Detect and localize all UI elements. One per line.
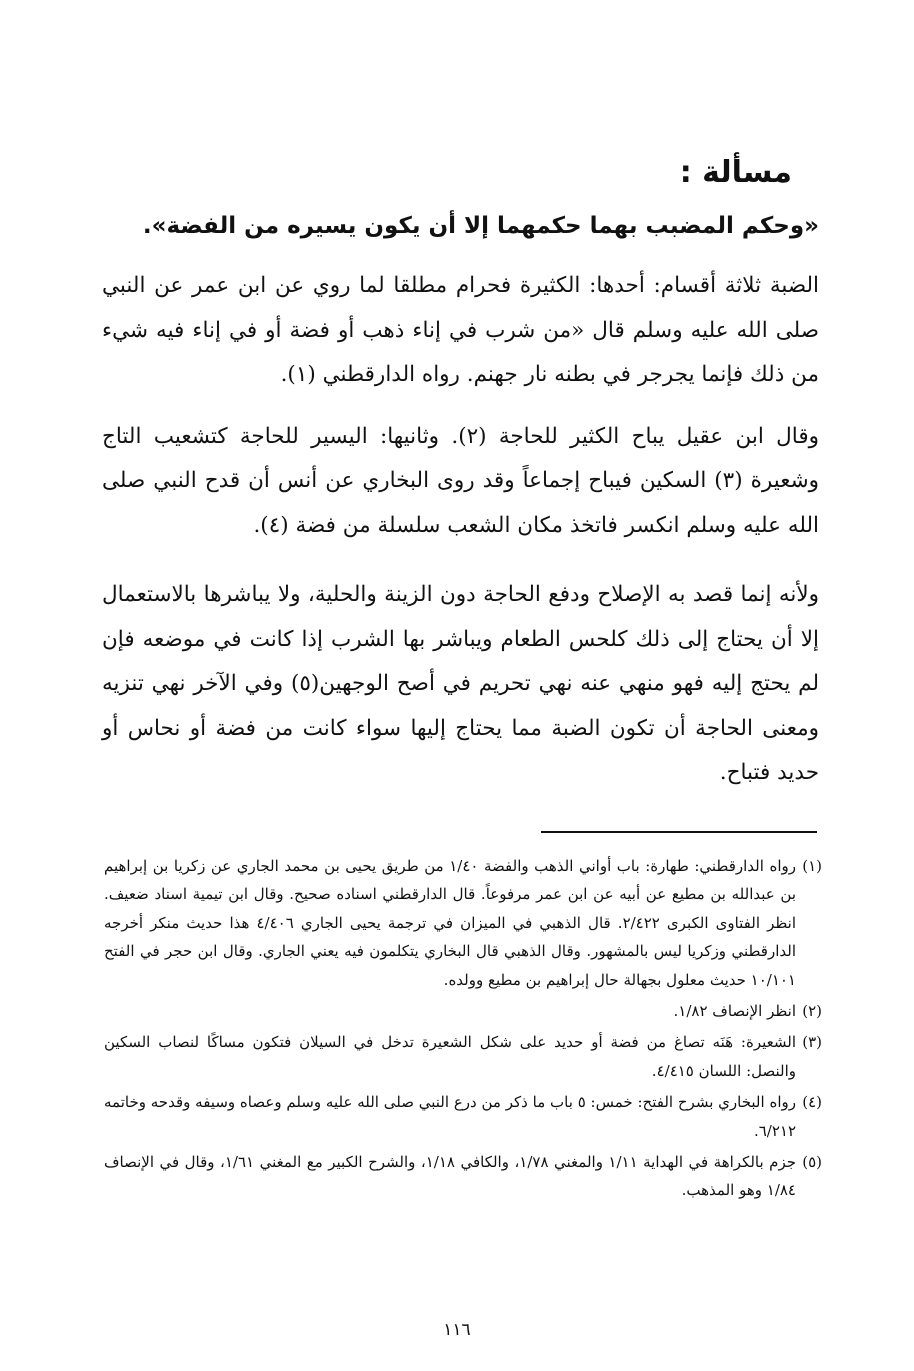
main-body bbox=[102, 264, 819, 808]
body-paragraph: وقال ابن عقيل يباح الكثير للحاجة (٢). وثانيها: اليسير للحاجة كتشعيب التاج وشعيرة (٣) السكين فيباح إجماعاً وقد روى البخاري عن أنس أن قدح النبي صلى الله عليه وسلم انكسر فاتخذ مكان الشعب سلسلة من فضة (٤). bbox=[102, 423, 819, 538]
footnotes bbox=[104, 852, 822, 1208]
footnote bbox=[104, 997, 822, 1025]
footnote bbox=[104, 1088, 822, 1145]
page-number: ١١٦ bbox=[443, 1320, 471, 1340]
footnote-number: (٢) bbox=[802, 1002, 822, 1021]
body-paragraph: الضبة ثلاثة أقسام: أحدها: الكثيرة فحرام مطلقا لما روي عن ابن عمر عن النبي صلى الله عليه وسلم قال «من شرب في إناء ذهب أو فضة أو في إناء فيه شيء من ذلك فإنما يجرجر في بطنه نار جهنم. رواه الدارقطني (١). bbox=[102, 273, 819, 387]
footnote bbox=[104, 1148, 822, 1205]
footnote-number: (٤) bbox=[802, 1093, 822, 1112]
footnote-number: (٥) bbox=[802, 1153, 822, 1172]
section-heading: مسألة : bbox=[679, 155, 792, 190]
footnote-text: جزم بالكراهة في الهداية ١/١١ والمغني ١/٧٨، والكافي ١/١٨، والشرح الكبير مع المغني ١/٦١، وقال في الإنصاف ١/٨٤ وهو المذهب. bbox=[104, 1153, 796, 1200]
footnote bbox=[104, 852, 822, 994]
footnote-number: (١) bbox=[802, 857, 822, 875]
footnote-text: رواه البخاري بشرح الفتح: خمس: ٥ باب ما ذكر من درع النبي صلى الله عليه وسلم وعصاه وسيفه وقدحه وخاتمه ٦/٢١٢. bbox=[104, 1093, 796, 1140]
footnote bbox=[104, 1028, 822, 1085]
footnote-text: انظر الإنصاف ١/٨٢. bbox=[673, 1002, 796, 1021]
footnote-separator bbox=[541, 831, 817, 833]
quoted-text: «وحكم المضبب بهما حكمهما إلا أن يكون يسيره من الفضة». bbox=[142, 213, 819, 239]
body-paragraph: ولأنه إنما قصد به الإصلاح ودفع الحاجة دون الزينة والحلية، ولا يباشرها بالاستعمال إلا أن يحتاج إلى ذلك كلحس الطعام ويباشر بها الشرب إذا كانت في موضعه فإن لم يحتج إليه فهو منهي عنه نهي تحريم في أصح الوجهين(٥) وفي الآخر نهي تنزيه ومعنى الحاجة أن تكون الضبة مما يحتاج إليها سواء كانت من فضة أو نحاس أو حديد فتباح. bbox=[102, 582, 820, 785]
footnote-text: الشعيرة: هَنَه تصاغ من فضة أو حديد على شكل الشعيرة تدخل في السيلان فتكون مساكًا لنصاب السكين والنصل: اللسان ٤/٤١٥. bbox=[104, 1033, 796, 1080]
footnote-text: رواه الدارقطني: طهارة: باب أواني الذهب والفضة ١/٤٠ من طريق يحيى بن محمد الجاري عن زكريا بن إبراهيم بن عبدالله بن مطيع عن أبيه عن ابن عمر مرفوعاً. قال الدارقطني اسناده صحيح. وقال ابن تيمية اسناد ضعيف. انظر الفتاوى الكبرى ٢/٤٢٢. قال الذهبي في الميزان في ترجمة يحيى الجاري ٤/٤٠٦ هذا حديث منكر أخرجه الدارقطني وزكريا ليس بالمشهور. وقال الذهبي قال البخاري يتكلمون فيه يعني الجاري. وقال ابن حجر في الفتح ١٠/١٠١ حديث معلول بجهالة حال إبراهيم بن مطيع وولده. bbox=[104, 857, 796, 989]
footnote-number: (٣) bbox=[802, 1033, 822, 1052]
